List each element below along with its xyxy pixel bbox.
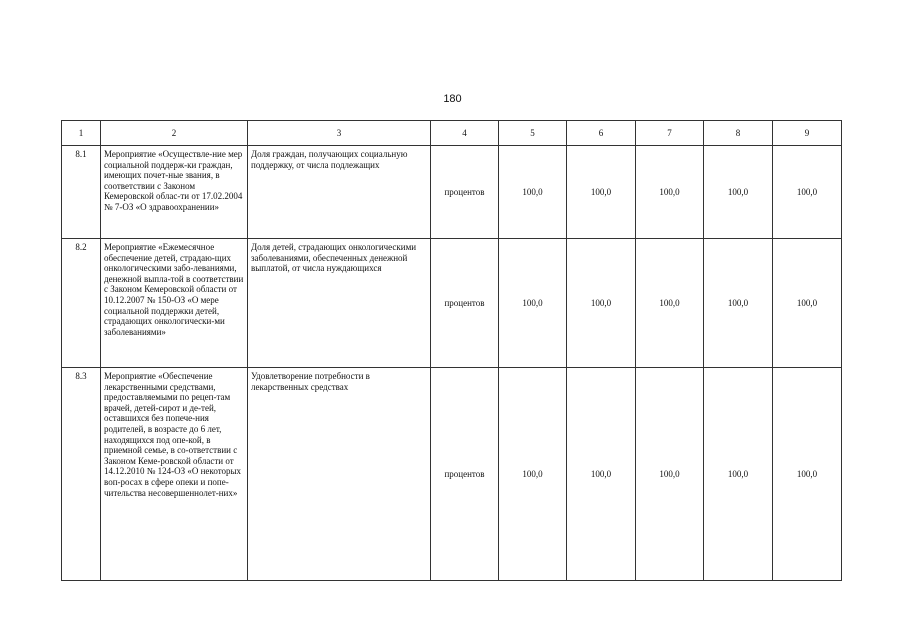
indicator-name: Удовлетворение потребности в лекарственных средствах: [248, 368, 431, 581]
indicator-name: Доля детей, страдающих онкологическими заболеваниями, обеспеченных денежной выплатой, от числа нуждающихся: [248, 239, 431, 368]
event-description: Мероприятие «Осуществле-ние мер социальной поддерж-ки граждан, имеющих почет-ные звания, в соответствии с Законом Кемеровской облас-ти от 17.02.2004 № 7-ОЗ «О здравоохранении»: [101, 146, 248, 239]
column-header: 8: [704, 121, 773, 146]
value-cell: 100,0: [636, 146, 704, 239]
row-number: 8.1: [62, 146, 101, 239]
page-number: 180: [443, 93, 462, 105]
column-header: 6: [567, 121, 636, 146]
column-header: 7: [636, 121, 704, 146]
table-header-row: [62, 121, 842, 146]
value-cell: 100,0: [567, 146, 636, 239]
unit-cell: процентов: [431, 368, 499, 581]
value-cell: 100,0: [567, 239, 636, 368]
column-header: 1: [62, 121, 101, 146]
column-header: 3: [248, 121, 431, 146]
unit-cell: процентов: [431, 146, 499, 239]
row-number: 8.2: [62, 239, 101, 368]
value-cell: 100,0: [773, 239, 842, 368]
column-header: 9: [773, 121, 842, 146]
value-cell: 100,0: [704, 239, 773, 368]
value-cell: 100,0: [773, 146, 842, 239]
event-description: Мероприятие «Обеспечение лекарственными средствами, предоставляемыми по рецеп-там врачей, детей-сирот и де-тей, оставшихся без попече-ния родителей, в возрасте до 6 лет, находящихся под опе-кой, в приемной семье, в со-ответствии с Законом Кеме-ровской области от 14.12.2010 № 124-ОЗ «О некоторых воп-росах в сфере опеки и попе-чительства несовершеннолет-них»: [101, 368, 248, 581]
value-cell: 100,0: [499, 146, 567, 239]
value-cell: 100,0: [499, 368, 567, 581]
value-cell: 100,0: [773, 368, 842, 581]
value-cell: 100,0: [636, 368, 704, 581]
table-row: [62, 146, 842, 239]
column-header: 2: [101, 121, 248, 146]
indicators-table: [61, 120, 842, 581]
value-cell: 100,0: [636, 239, 704, 368]
indicator-name: Доля граждан, получающих социальную поддержку, от числа подлежащих: [248, 146, 431, 239]
value-cell: 100,0: [704, 368, 773, 581]
value-cell: 100,0: [567, 368, 636, 581]
row-number: 8.3: [62, 368, 101, 581]
table-row: [62, 368, 842, 581]
table-row: [62, 239, 842, 368]
value-cell: 100,0: [499, 239, 567, 368]
column-header: 4: [431, 121, 499, 146]
value-cell: 100,0: [704, 146, 773, 239]
event-description: Мероприятие «Ежемесячное обеспечение детей, страдаю-щих онкологическими забо-леваниями, денежной выпла-той в соответствии с Законом Кемеровской области от 10.12.2007 № 150-ОЗ «О мере социальной поддержки детей, страдающих онкологически-ми заболеваниями»: [101, 239, 248, 368]
column-header: 5: [499, 121, 567, 146]
unit-cell: процентов: [431, 239, 499, 368]
